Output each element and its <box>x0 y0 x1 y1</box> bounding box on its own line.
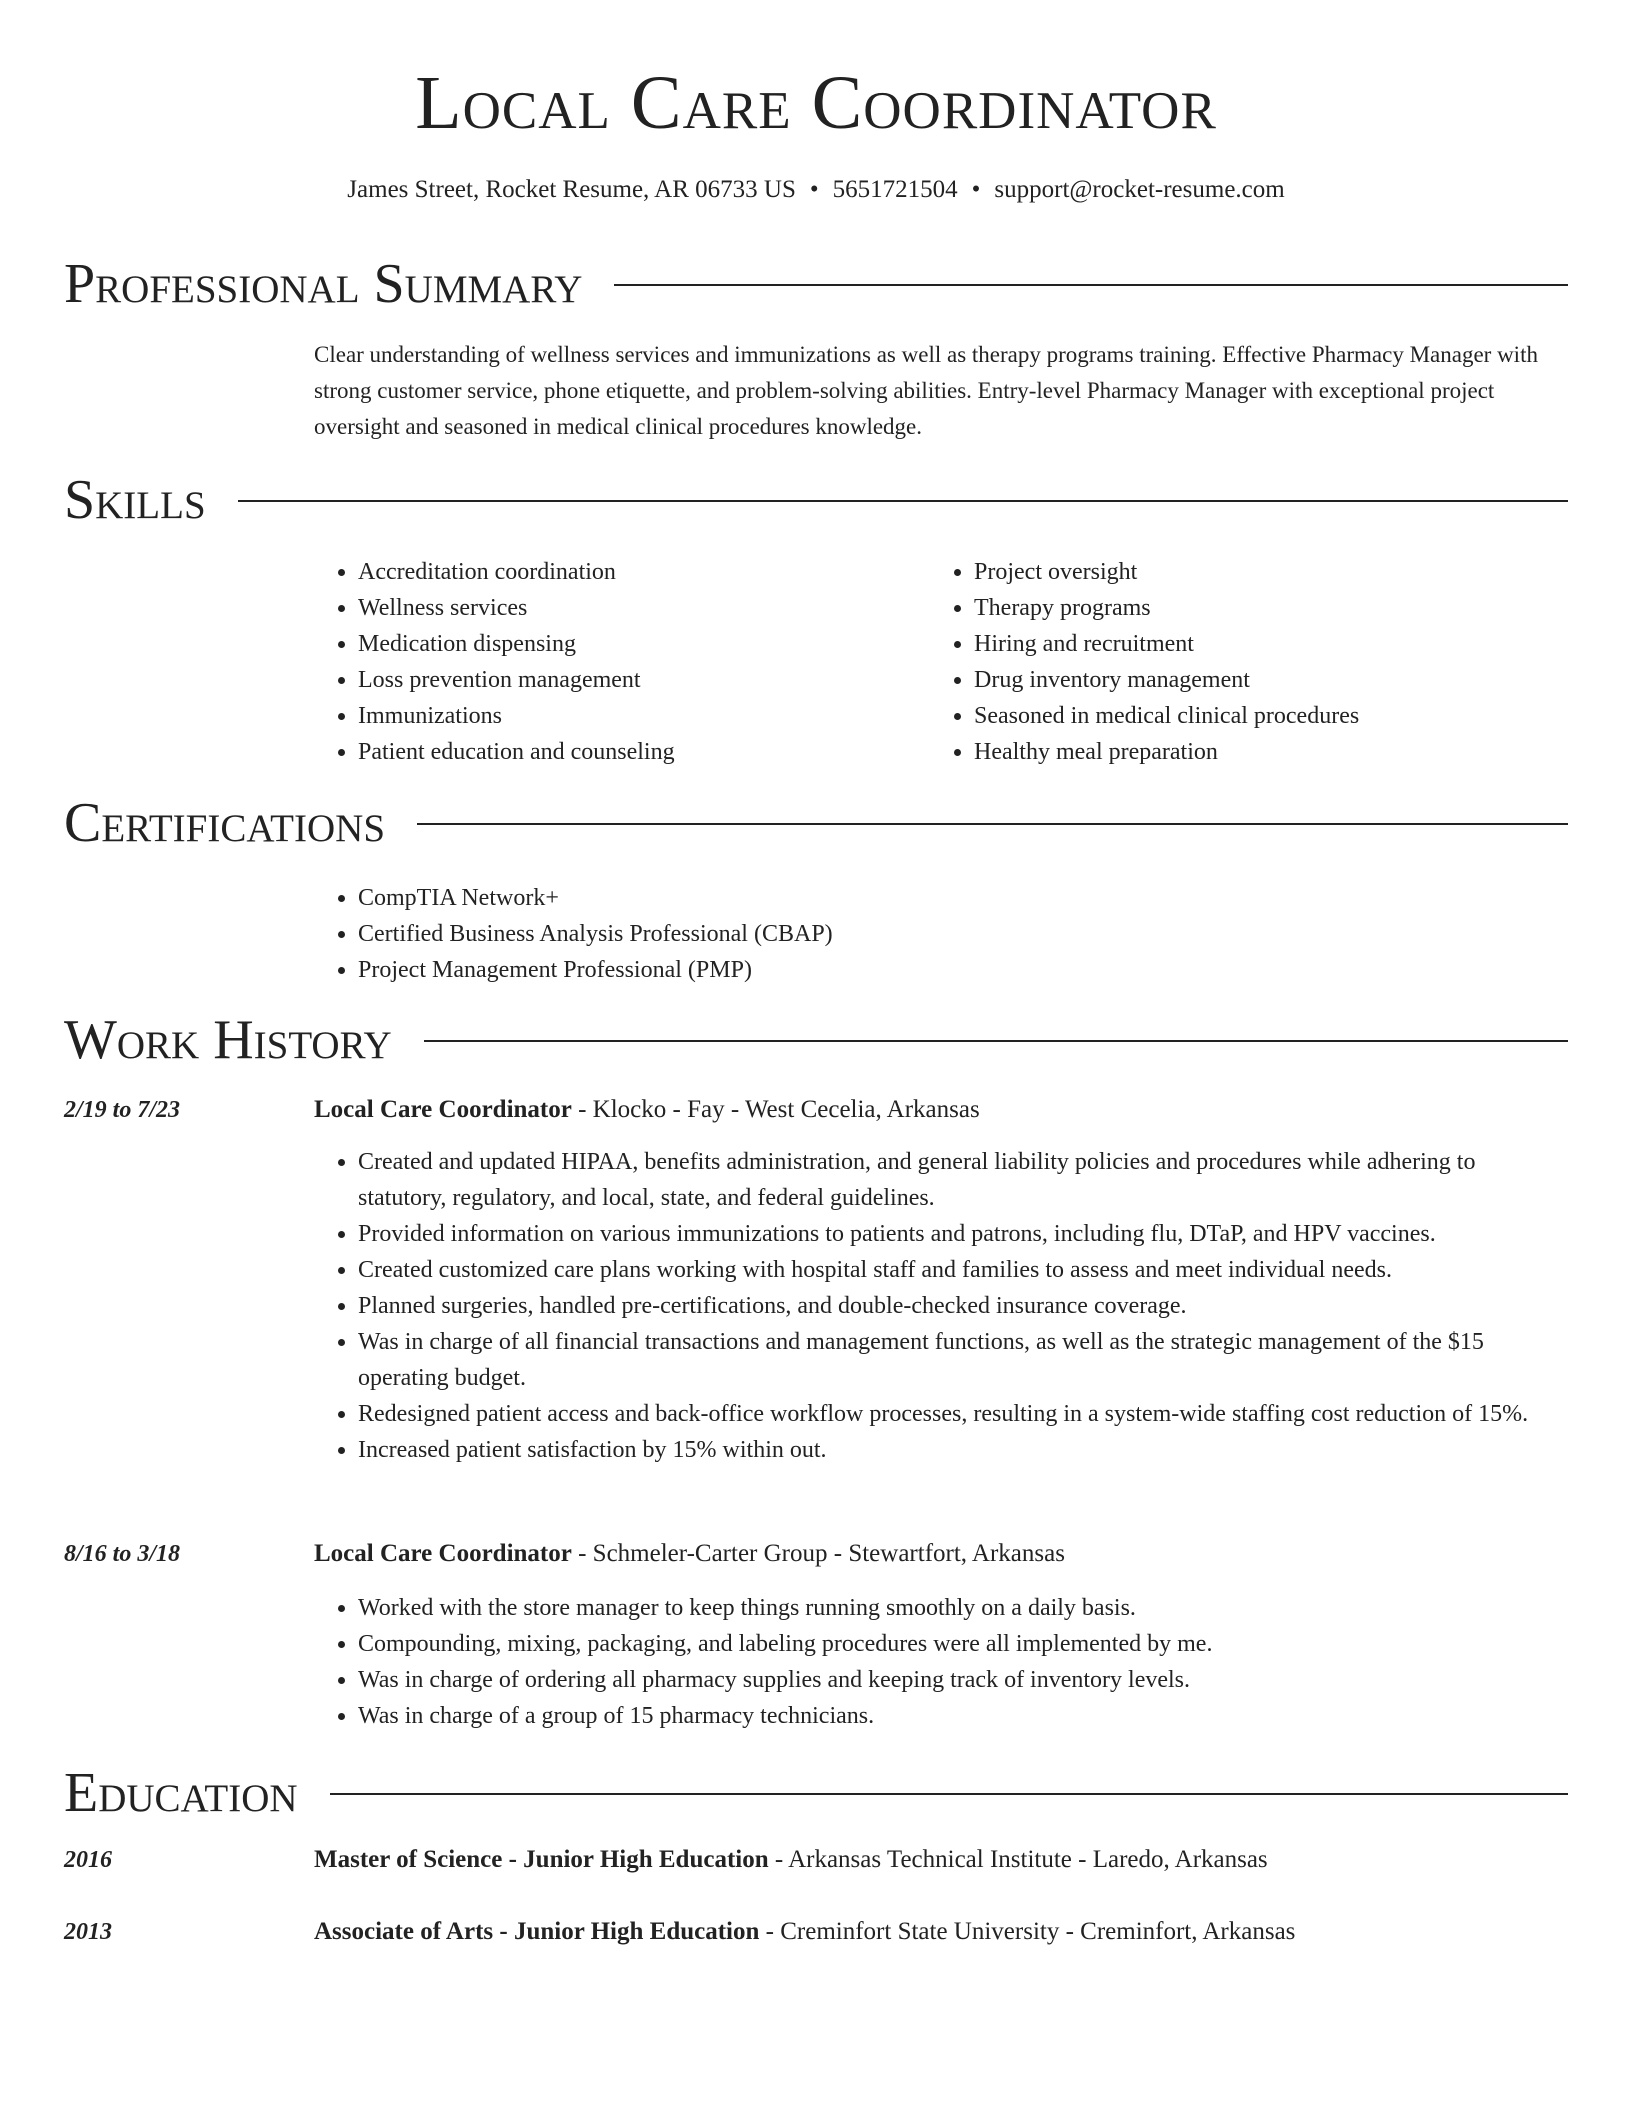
phone: 5651721504 <box>832 176 958 203</box>
section-header-work-history <box>64 1008 1568 1072</box>
duty-item: • Planned surgeries, handled pre-certifications, and double-checked insurance coverage. <box>358 1288 1568 1324</box>
duty-item: • Created and updated HIPAA, benefits administration, and general liability policies and procedures while adhering to statutory, regulatory, and local, state, and federal guidelines. <box>358 1144 1568 1216</box>
section-divider <box>238 500 1568 502</box>
section-divider <box>424 1040 1568 1042</box>
duty-item: • Created customized care plans working with hospital staff and families to assess and meet individual needs. <box>358 1252 1568 1288</box>
section-divider <box>614 284 1568 286</box>
certification-item: • Project Management Professional (PMP) <box>358 952 1514 988</box>
job-duties <box>314 1144 1568 1468</box>
skill-item: • Hiring and recruitment <box>974 626 1570 662</box>
email: support@rocket-resume.com <box>994 176 1285 203</box>
job-role: Local Care Coordinator <box>314 1540 572 1567</box>
resume-name: Local Care Coordinator <box>415 61 1217 145</box>
skill-item: • Immunizations <box>358 698 914 734</box>
skill-item: • Drug inventory management <box>974 662 1570 698</box>
education-degree: Associate of Arts - Junior High Education <box>314 1918 760 1945</box>
education-school: - Arkansas Technical Institute - Laredo, Arkansas <box>768 1846 1268 1873</box>
certification-item: • CompTIA Network+ <box>358 880 1514 916</box>
duty-item: • Redesigned patient access and back-office workflow processes, resulting in a system-wide staffing cost reduction of 15%. <box>358 1396 1568 1432</box>
skill-item: • Medication dispensing <box>358 626 914 662</box>
skill-item: • Patient education and counseling <box>358 734 914 770</box>
separator-dot: • <box>971 176 981 203</box>
job-employer: - Klocko - Fay - West Cecelia, Arkansas <box>571 1096 980 1123</box>
section-title-education: Education <box>64 1762 298 1824</box>
job-title-line <box>314 1536 1568 1572</box>
education-school: - Creminfort State University - Creminfort, Arkansas <box>759 1918 1296 1945</box>
section-header-education <box>64 1761 1568 1825</box>
skills-column-right <box>930 554 1570 770</box>
section-title-skills: Skills <box>64 469 206 531</box>
duty-item: • Was in charge of ordering all pharmacy supplies and keeping track of inventory levels. <box>358 1662 1568 1698</box>
summary-text: Clear understanding of wellness services and immunizations as well as therapy programs training. Effective Pharmacy Manager with strong customer service, phone etiquette, and problem-solving abilities. Entry-level Pharmacy Manager with exceptional project oversight and seasoned in medical clinical procedures knowledge. <box>314 342 1538 439</box>
education-degree: Master of Science - Junior High Education <box>314 1846 769 1873</box>
education-entry <box>314 1842 1568 1878</box>
section-divider <box>330 1793 1568 1795</box>
job-dates: 2/19 to 7/23 <box>64 1097 181 1123</box>
skill-item: • Therapy programs <box>974 590 1570 626</box>
section-divider <box>417 823 1568 825</box>
job-employer: - Schmeler-Carter Group - Stewartfort, Arkansas <box>571 1540 1065 1567</box>
section-header-skills <box>64 468 1568 532</box>
skill-item: • Wellness services <box>358 590 914 626</box>
section-title-certifications: Certifications <box>64 792 386 854</box>
skill-item: • Healthy meal preparation <box>974 734 1570 770</box>
separator-dot: • <box>809 176 819 203</box>
section-header-summary <box>64 252 1568 316</box>
job-dates: 8/16 to 3/18 <box>64 1541 181 1567</box>
skill-item: • Accreditation coordination <box>358 554 914 590</box>
section-title-summary: Professional Summary <box>64 253 583 315</box>
address: James Street, Rocket Resume, AR 06733 US <box>347 176 796 203</box>
duty-item: • Was in charge of a group of 15 pharmacy technicians. <box>358 1698 1568 1734</box>
job-title-line <box>314 1092 1568 1128</box>
section-title-work-history: Work History <box>64 1009 392 1071</box>
education-year: 2013 <box>64 1919 112 1945</box>
skill-item: • Loss prevention management <box>358 662 914 698</box>
skill-item: • Project oversight <box>974 554 1570 590</box>
job-role: Local Care Coordinator <box>314 1096 572 1123</box>
certification-item: • Certified Business Analysis Professional (CBAP) <box>358 916 1514 952</box>
duty-item: • Increased patient satisfaction by 15% within out. <box>358 1432 1568 1468</box>
duty-item: • Worked with the store manager to keep things running smoothly on a daily basis. <box>358 1590 1568 1626</box>
education-entry <box>314 1914 1568 1950</box>
skill-item: • Seasoned in medical clinical procedures <box>974 698 1570 734</box>
skills-column-left <box>314 554 914 770</box>
certifications-list <box>314 880 1514 988</box>
job-duties <box>314 1590 1568 1734</box>
contact-line <box>0 172 1632 208</box>
section-header-certifications <box>64 791 1568 855</box>
duty-item: • Was in charge of all financial transactions and management functions, as well as the strategic management of the $15 operating budget. <box>358 1324 1568 1396</box>
education-year: 2016 <box>64 1847 112 1873</box>
duty-item: • Provided information on various immunizations to patients and patrons, including flu, DTaP, and HPV vaccines. <box>358 1216 1568 1252</box>
duty-item: • Compounding, mixing, packaging, and labeling procedures were all implemented by me. <box>358 1626 1568 1662</box>
